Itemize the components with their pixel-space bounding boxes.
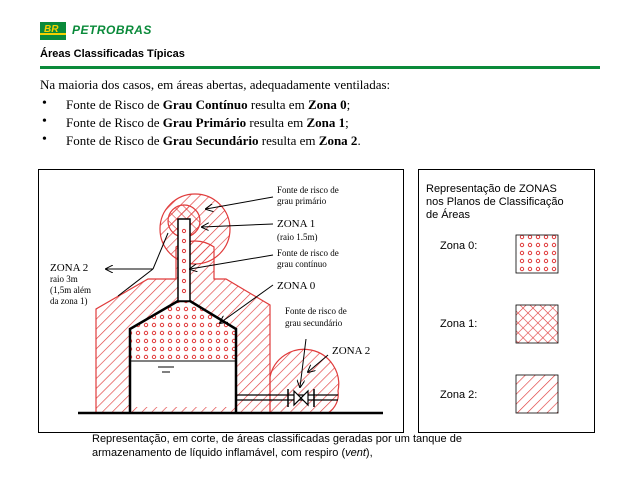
classified-areas-figure <box>38 169 598 433</box>
header-divider <box>40 66 600 69</box>
legend-swatch-zona1 <box>516 305 558 343</box>
page-subtitle: Áreas Classificadas Típicas <box>40 48 185 60</box>
label-zona2-left: ZONA 2 <box>50 262 89 274</box>
label-zona2-left-radius: da zona 1) <box>50 296 88 306</box>
label-zona2-right: ZONA 2 <box>332 345 371 357</box>
zona2-flange <box>270 349 339 413</box>
label-continuous-source: Fonte de risco de <box>277 248 339 258</box>
label-zona2-left-radius: raio 3m <box>50 274 78 284</box>
intro-text: Na maioria dos casos, em áreas abertas, adequadamente ventiladas: <box>40 77 391 92</box>
brand-name: PETROBRAS <box>72 23 152 37</box>
list-item: • Fonte de Risco de Grau Secundário resulta em Zona 2. <box>40 133 361 151</box>
figure-caption <box>92 432 592 460</box>
legend-swatch-zona0 <box>516 235 558 273</box>
label-zona0: ZONA 0 <box>277 280 316 292</box>
label-secondary-source: Fonte de risco de <box>285 306 347 316</box>
legend-swatch-zona2 <box>516 375 558 413</box>
legend-title: Representação de ZONAS <box>426 183 557 195</box>
zone-rules-list <box>40 97 361 151</box>
label-zona1: ZONA 1 <box>277 218 316 230</box>
petrobras-logo-icon <box>40 22 66 40</box>
svg-text:BR: BR <box>44 24 59 35</box>
legend-title: de Áreas <box>426 209 471 221</box>
legend-title: nos Planos de Classificação <box>426 196 564 208</box>
label-zona2-left-radius: (1,5m além <box>50 285 91 295</box>
list-item: • Fonte de Risco de Grau Primário resulta em Zona 1; <box>40 115 361 133</box>
legend-label-zona1: Zona 1: <box>440 318 478 330</box>
label-primary-source: Fonte de risco de <box>277 185 339 195</box>
label-continuous-source: grau contínuo <box>277 259 327 269</box>
list-item: • Fonte de Risco de Grau Contínuo resulta em Zona 0; <box>40 97 361 115</box>
legend-label-zona0: Zona 0: <box>440 240 478 252</box>
vent-pipe <box>178 219 190 301</box>
caption-line: armazenamento de líquido inflamável, com respiro (vent), <box>92 447 373 459</box>
label-zona1-radius: (raio 1.5m) <box>277 232 318 242</box>
caption-line: Representação, em corte, de áreas classificadas geradas por um tanque de <box>92 433 462 445</box>
label-primary-source: grau primário <box>277 196 327 206</box>
legend-label-zona2: Zona 2: <box>440 389 478 401</box>
label-secondary-source: grau secundário <box>285 318 343 328</box>
